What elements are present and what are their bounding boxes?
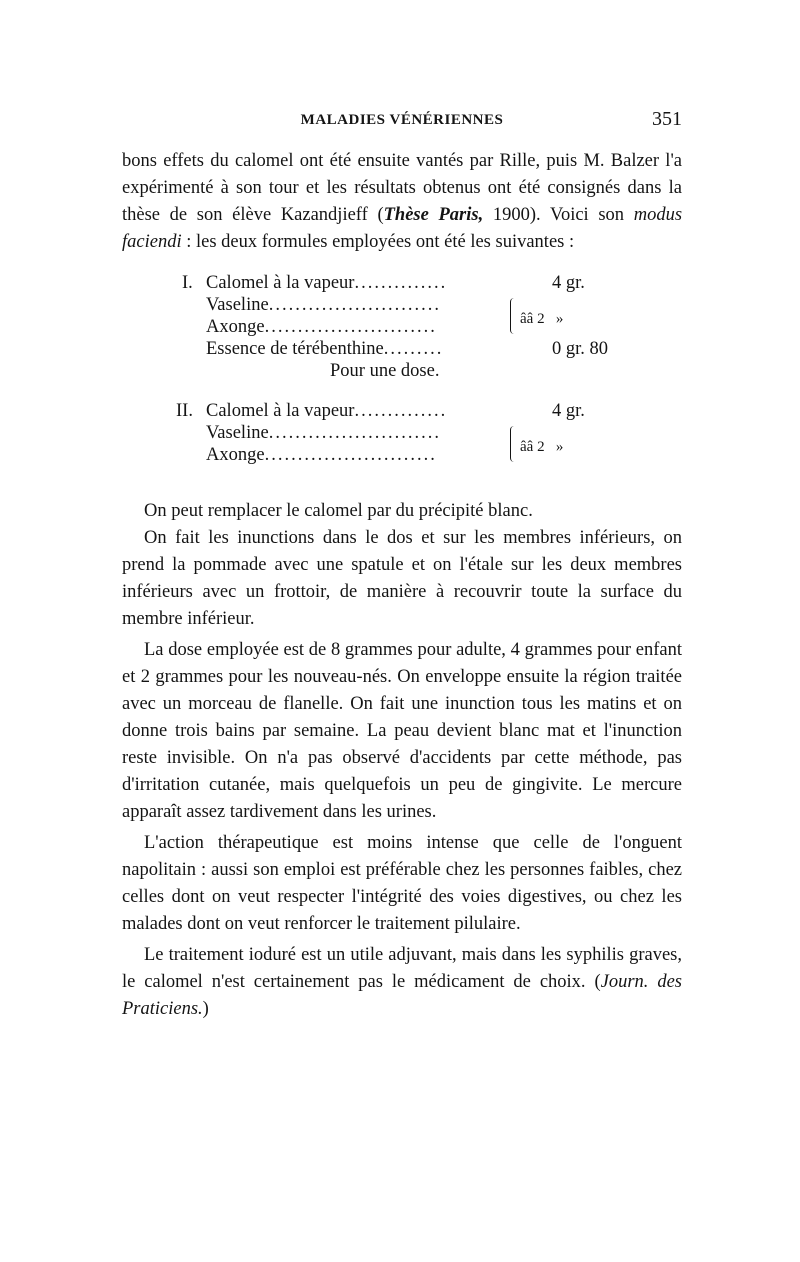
ingredient-name: Axonge [206,317,265,337]
leader-dots: .......................... [264,445,437,465]
formula-1 [122,270,682,384]
page-number: 351 [652,108,682,130]
formula-2 [122,398,682,482]
intro-text-2: 1900). Voici son [483,205,634,225]
page-header [122,108,682,142]
closing-paren: ) [202,999,209,1019]
paragraph-5-text: Le traitement ioduré est un utile adjuvant, mais dans les syphilis graves, le calomel n'est certainement pas le médicament de choix. ( [122,945,682,992]
paragraph-3: La dose employée est de 8 grammes pour adulte, 4 grammes pour enfant et 2 grammes pour les nouveau-nés. On enveloppe ensuite la région traitée avec un morceau de flanelle. On fait une inunction tous les matins et on donne trois bains par semaine. La peau devient blanc mat et l'inunction reste invisible. On n'a pas observé d'accidents par cette méthode, pas d'irritation cutanée, mais quelquefois un peu de gingivite. Le mercure apparaît assez tardivement dans les urines. [122,640,682,822]
ingredient-name: Vaseline [206,423,269,443]
ingredient-name: Axonge [206,445,265,465]
leader-dots: .......................... [264,317,437,337]
intro-text-1: bons effets du calomel ont été ensuite vantés par Rille, puis M. Balzer l'a expérimenté à son tour et les résultats obtenus ont été consignés dans la thèse de son élève Kazandjieff ( [122,151,682,225]
formula-1-brace [510,298,517,334]
leader-dots: .......................... [268,295,441,315]
formula-1-amount-1: 4 gr. [552,273,585,293]
formula-1-number: I. [182,273,193,293]
formula-2-line-3 [206,442,497,469]
formula-2-number: II. [176,401,193,421]
shared-amount: ââ 2 [520,311,545,327]
body-text [122,148,682,1023]
modus-faciendi: modus faciendi [122,205,683,252]
intro-paragraph [122,148,682,256]
leader-dots: .......................... [268,423,441,443]
leader-dots: ......... [383,339,444,359]
paragraph-1: On peut remplacer le calomel par du précipité blanc. [144,501,533,521]
thesis-reference: Thèse Paris, [383,205,484,225]
shared-amount: ââ 2 [520,439,545,455]
formula-1-note: Pour une dose. [330,361,440,381]
running-title: MALADIES VÉNÉRIENNES [300,112,504,128]
intro-text-3: : les deux formules employées ont été les suivantes : [181,232,575,252]
leader-dots: .............. [354,273,448,293]
ingredient-name: Calomel à la vapeur [206,401,355,421]
ingredient-name: Calomel à la vapeur [206,273,355,293]
ditto-mark: » [555,439,564,455]
formula-2-brace [510,426,517,462]
paragraph-4: L'action thérapeutique est moins intense que celle de l'onguent napolitain : aussi son emploi est préférable chez les personnes faibles, chez celles dont on veut respecter l'intégrité des voies digestives, ou chez les malades dont on veut renforcer le traitement pilulaire. [122,833,682,934]
formula-2-shared-amount [520,434,563,461]
leader-dots: .............. [354,401,448,421]
formula-1-amount-4: 0 gr. 80 [552,339,609,359]
paragraph-2: On fait les inunctions dans le dos et sur les membres inférieurs, on prend la pommade avec une spatule et on l'étale sur les deux membres inférieurs avec un frottoir, de manière à recouvrir toute la surface du membre inférieur. [122,528,682,629]
ingredient-name: Vaseline [206,295,269,315]
source-citation: Journ. des Praticiens. [122,972,682,1019]
formula-1-shared-amount [520,306,563,333]
paragraph-5 [122,942,682,1023]
ingredient-name: Essence de térébenthine [206,339,384,359]
ditto-mark: » [555,311,564,327]
formula-2-amount-1: 4 gr. [552,401,585,421]
